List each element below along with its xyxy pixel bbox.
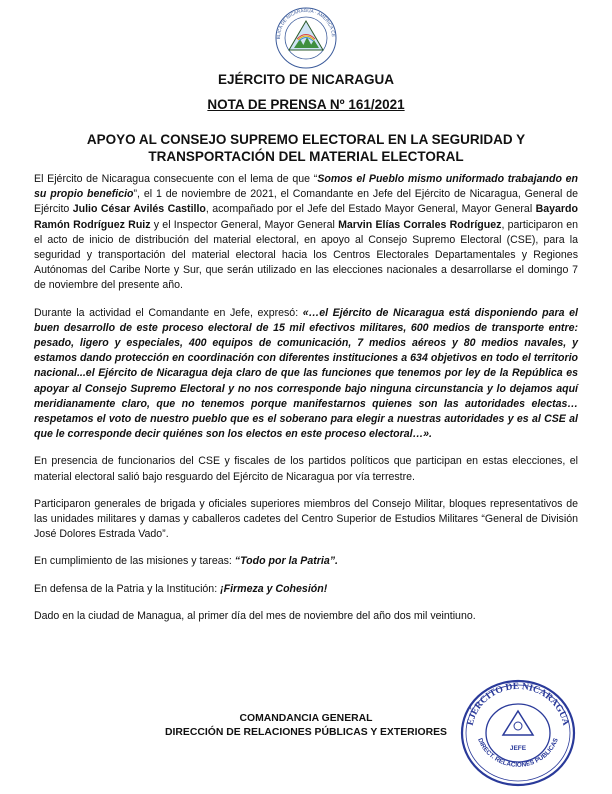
signature-line-2: DIRECCIÓN DE RELACIONES PÚBLICAS Y EXTERIORES: [165, 727, 447, 738]
paragraph-5: En cumplimiento de las misiones y tareas: “Todo por la Patria”.: [34, 555, 338, 568]
svg-text:DIRECT. RELACIONES PÚBLICAS: DIRECT. RELACIONES PÚBLICAS: [476, 737, 560, 769]
official-stamp: [458, 677, 578, 789]
press-release-body: [34, 172, 578, 636]
svg-text:REPÚBLICA DE NICARAGUA · AMÉRI: BLICA DE NICARAGUA · AMÉRICA CE: [275, 7, 337, 40]
press-note-number: NOTA DE PRENSA Nº 161/2021: [207, 97, 405, 112]
paragraph-7: Dado en la ciudad de Managua, al primer día del mes de noviembre del año dos mil veintiuno.: [34, 609, 476, 622]
paragraph-6: En defensa de la Patria y la Institución: ¡Firmeza y Cohesión!: [34, 582, 328, 595]
paragraph-2: Durante la actividad el Comandante en Jefe, expresó: «…el Ejército de Nicaragua está disponiendo para el buen desarrollo de este proceso electoral de 15 mil efectivos militares, 600 medios de transporte entre: pesado, ligero y especiales, 400 equipos de comunicación, 7 medios aéreos y 80 medios navales, y estamos dando protección en coordinación con diferentes instituciones a 634 objetivos en todo el territorio nacional...el Ejército de Nicaragua deja claro de que las funciones que tenemos por ley de la República es apoyar al Consejo Supremo Electoral y no nos corresponde bajo ninguna circunstancia y lo dejamos aquí meridianamente claro, que no tenemos porque manifestarnos quienes son las autoridades electas…respetamos el voto de nuestro pueblo que es el soberano para elegir a nuestras autoridades y es al CSE al que le corresponde decir quiénes son los electos en este proceso electoral…».: [34, 306, 578, 441]
national-coat-of-arms-icon: [270, 6, 342, 70]
svg-text:EJÉRCITO DE NICARAGUA: EJÉRCITO DE NICARAGUA: [464, 680, 572, 727]
paragraph-4: Participaron generales de brigada y oficiales superiores miembros del Consejo Militar, bloques representativos de las unidades militares y damas y caballeros cadetes del Centro Superior de Estudios Militares “General de División José Dolores Estrada Vado”.: [34, 497, 578, 541]
paragraph-3: En presencia de funcionarios del CSE y fiscales de los partidos políticos que participan en estas elecciones, el material electoral salió bajo resguardo del Ejército de Nicaragua por vía terrestre.: [34, 455, 578, 483]
svg-text:JEFE: JEFE: [509, 745, 527, 752]
signature-line-1: COMANDANCIA GENERAL: [239, 713, 373, 724]
organization-title: EJÉRCITO DE NICARAGUA: [217, 72, 395, 87]
paragraph-1: El Ejército de Nicaragua consecuente con el lema de que “Somos el Pueblo mismo uniformado trabajando en su propio beneficio”, el 1 de noviembre de 2021, el Comandante en Jefe del Ejército de Nicaragua, General de Ejército Julio César Avilés Castillo, acompañado por el Jefe del Estado Mayor General, Mayor General Bayardo Ramón Rodríguez Ruiz y el Inspector General, Mayor General Marvin Elías Corrales Rodríguez, participaron en el acto de inicio de distribución del material electoral, en apoyo al Consejo Supremo Electoral (CSE), para la seguridad y transportación del material electoral hacia los Centros Electorales Departamentales y Regiones Autónomas del Caribe Norte y Sur, que serán utilizado en las elecciones nacionales a desarrollarse el domingo 7 de noviembre del presente año.: [34, 173, 579, 292]
headline: APOYO AL CONSEJO SUPREMO ELECTORAL EN LA SEGURIDAD Y TRANSPORTACIÓN DEL MATERIAL ELECTORAL: [86, 132, 526, 164]
